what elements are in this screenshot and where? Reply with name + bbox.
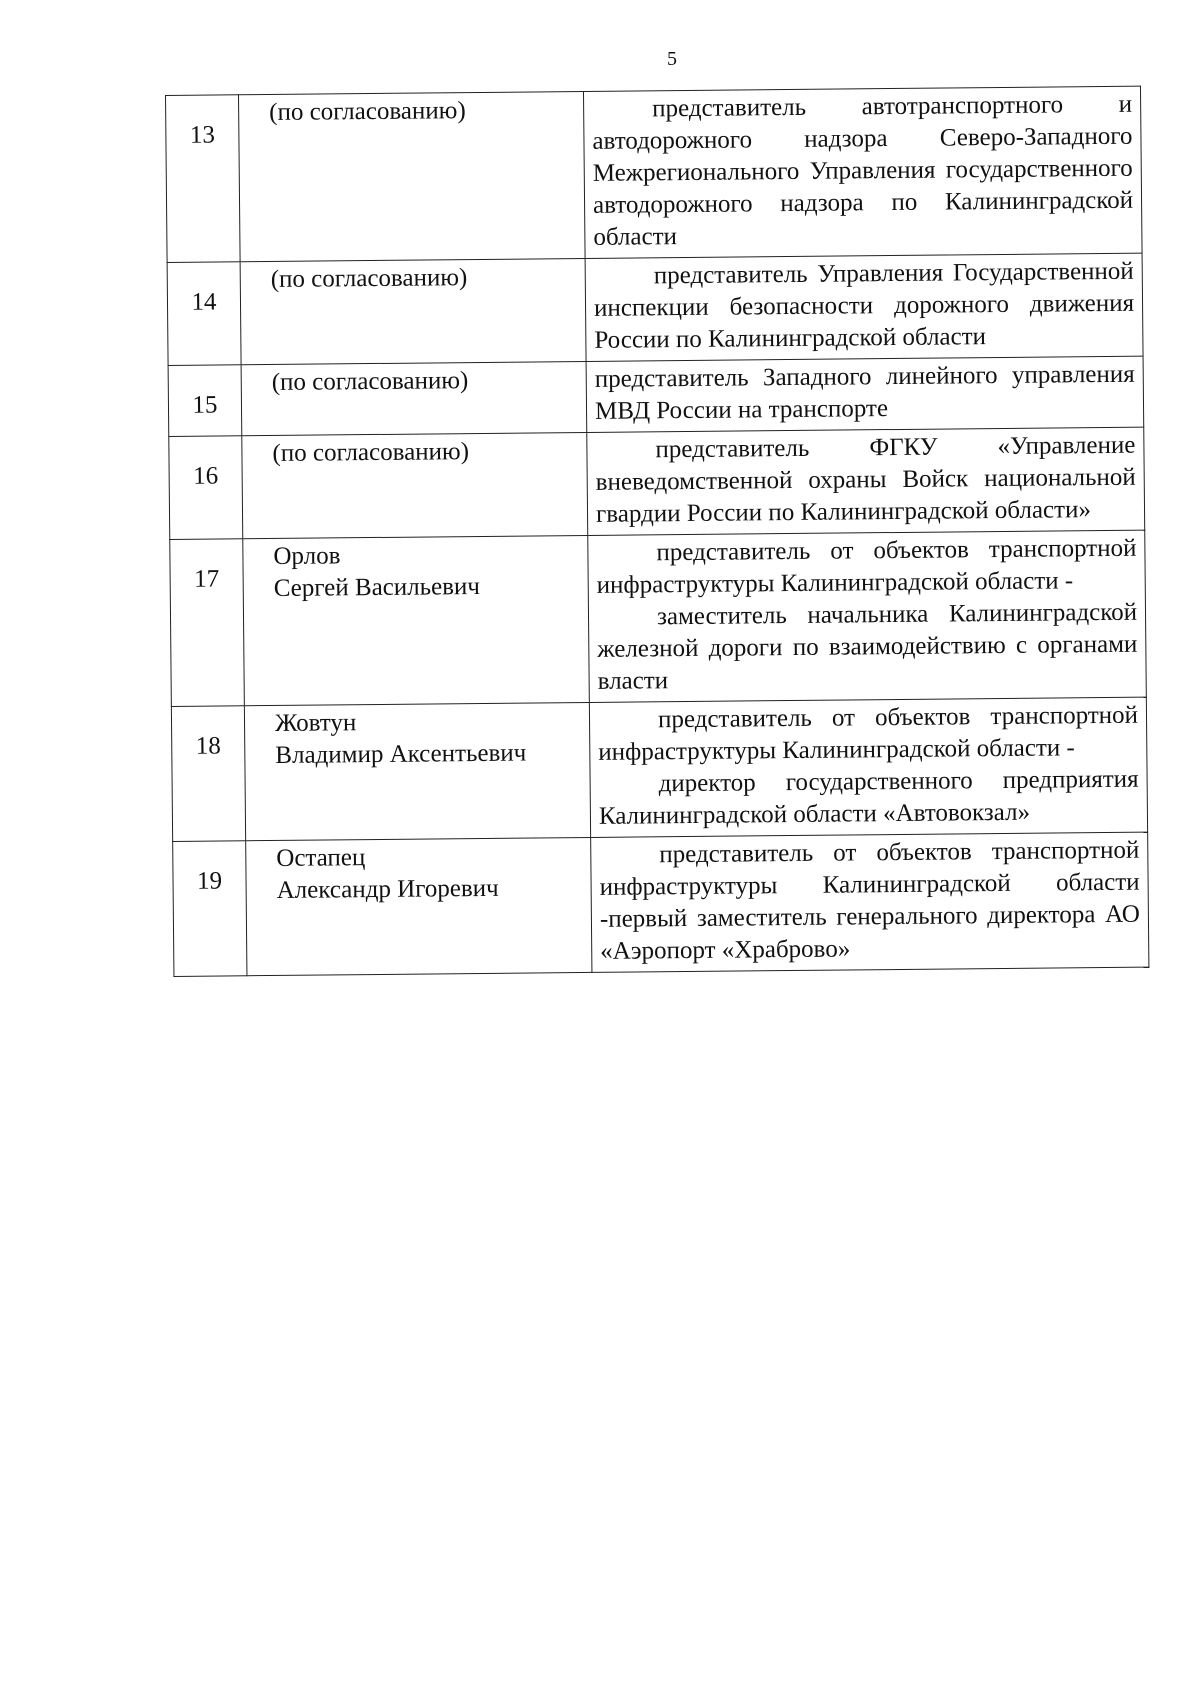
role-text: представитель от объектов транспортной инфраструктуры Калининградской области - [598,701,1139,766]
member-role [588,530,1147,702]
member-name: (по согласованию) [239,91,586,261]
member-name: (по согласованию) [240,258,586,364]
role-text: представитель Западного линейного управления МВД России на транспорте [594,360,1135,425]
table-row [169,427,1145,539]
member-name: (по согласованию) [242,432,588,538]
member-name: Орлов Сергей Васильевич [243,535,590,705]
row-number: 13 [166,95,241,263]
table-row [170,530,1147,706]
members-table [165,86,1148,977]
table-row [167,253,1143,365]
member-role [589,697,1147,837]
table-row [168,356,1144,436]
member-role [586,356,1144,432]
member-name: Остапец Александр Игоревич [246,837,592,975]
role-text: представитель от объектов транспортной инфраструктуры Калининградской области -первый заместитель генерального директора АО «Аэропорт «Храброво» [599,836,1141,965]
row-number: 14 [167,262,241,366]
member-role [583,86,1142,258]
role-text: директор государственного предприятия Калининградской области «Автовокзал» [598,765,1139,830]
member-role [587,427,1145,535]
row-number: 18 [171,706,245,842]
role-text: представитель Управления Государственной инспекции безопасности дорожного движения России по Калининградской области [593,257,1135,354]
member-role [585,253,1143,361]
member-name: (по согласованию) [241,361,587,435]
member-role [591,832,1149,972]
row-number: 17 [170,539,245,707]
table-row [171,697,1147,841]
role-text: представитель автотранспортного и автодорожного надзора Северо-Западного Межрегионального Управления государственного автодорожного надзора по Калининградской области [592,90,1134,251]
role-text: представитель от объектов транспортной инфраструктуры Калининградской области - [596,534,1137,599]
member-name: Жовтун Владимир Аксентьевич [244,702,590,840]
table-row [166,86,1143,262]
page-number: 5 [667,48,677,70]
row-number: 16 [169,436,243,540]
table-row [173,832,1149,976]
row-number: 15 [168,365,242,437]
row-number: 19 [173,841,247,977]
role-text: представитель ФГКУ «Управление вневедомственной охраны Войск национальной гвардии России по Калининградской области» [595,431,1136,528]
role-text: заместитель начальника Калининградской железной дороги по взаимодействию с органами власти [597,598,1138,695]
